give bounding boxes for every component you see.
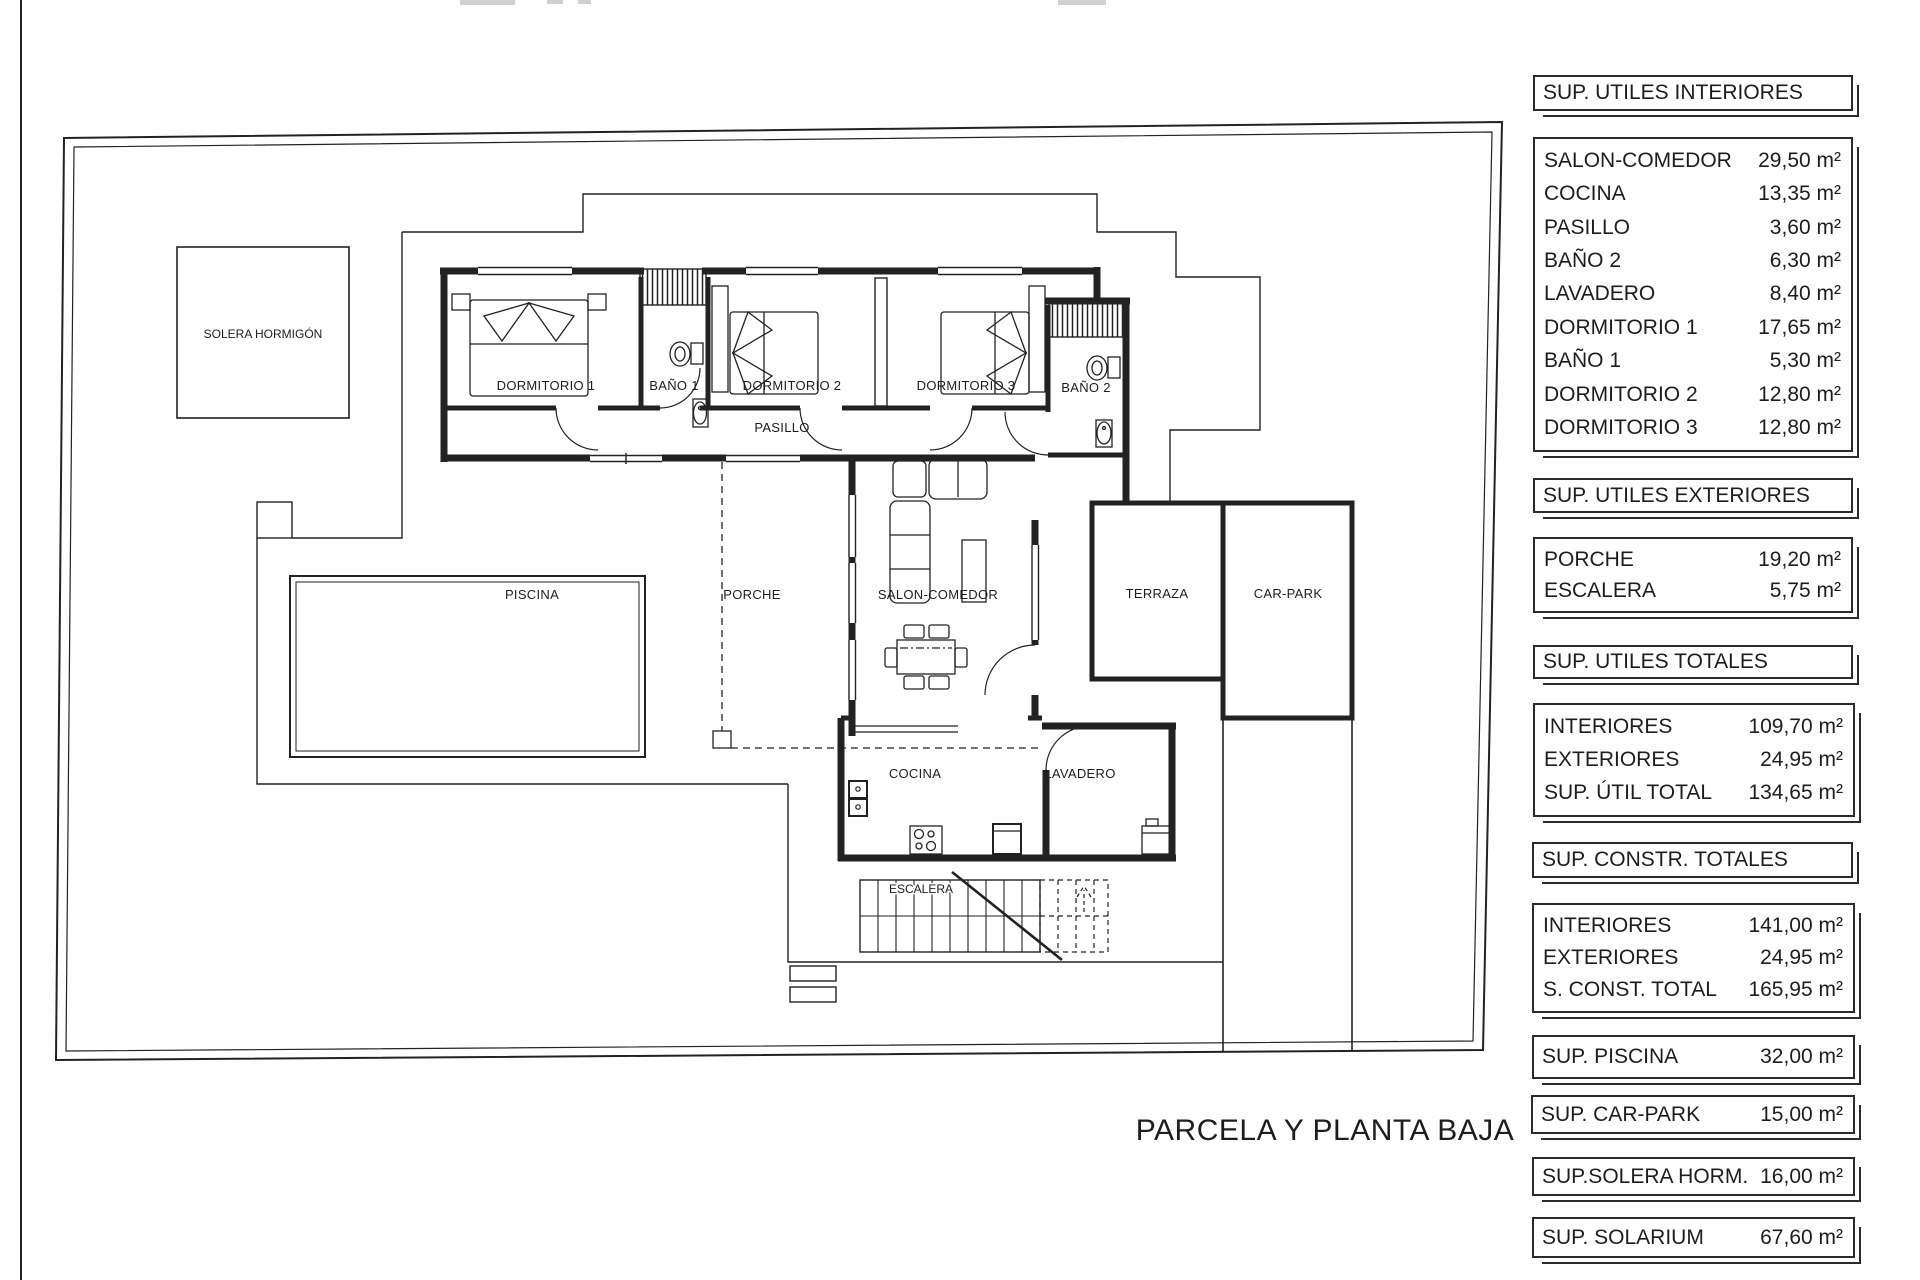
row-value: 12,80 m² <box>1758 382 1841 406</box>
bano2-toilet <box>1087 356 1120 380</box>
kitchen-sink <box>849 781 867 816</box>
terraza-label: TERRAZA <box>1125 586 1189 601</box>
table-row <box>1544 245 1841 278</box>
table-row <box>1544 544 1841 575</box>
bano2-label: BAÑO 2 <box>1061 380 1111 395</box>
table-row <box>1544 345 1841 378</box>
sofa-set <box>890 459 987 603</box>
clipped-titleblock-marks <box>460 0 1106 5</box>
table-row <box>1544 278 1841 311</box>
piscina-label: PISCINA <box>504 587 560 602</box>
single-value: 15,00 m² <box>1760 1102 1843 1126</box>
table-row <box>1543 942 1843 974</box>
table-row <box>1543 910 1843 942</box>
single-label: SUP.SOLERA HORM. <box>1542 1164 1749 1188</box>
row-value: 5,30 m² <box>1769 349 1841 373</box>
panel-header-interiores <box>1533 75 1853 111</box>
terraza <box>1092 503 1223 679</box>
table-row <box>1543 974 1843 1006</box>
panel-constr-totales <box>1532 903 1855 1013</box>
door-arcs <box>556 368 1090 770</box>
panel-header-interiores-text: SUP. UTILES INTERIORES <box>1543 81 1803 104</box>
panel-header-utiles-totales <box>1533 645 1853 679</box>
single-value: 32,00 m² <box>1760 1045 1843 1068</box>
dormitorio1-label: DORMITORIO 1 <box>496 378 596 393</box>
stair-direction-arrow <box>1077 886 1091 912</box>
table-row <box>1544 144 1841 177</box>
cocina-label: COCINA <box>888 766 942 781</box>
row-label: DORMITORIO 1 <box>1544 315 1698 339</box>
row-label: EXTERIORES <box>1543 946 1679 969</box>
row-value: 13,35 m² <box>1758 182 1841 206</box>
panel-header-constr-totales <box>1532 842 1853 878</box>
row-label: PASILLO <box>1544 215 1630 239</box>
row-label: BAÑO 2 <box>1544 249 1622 273</box>
row-value: 3,60 m² <box>1769 215 1841 239</box>
dormitorio2-label: DORMITORIO 2 <box>742 378 842 393</box>
salon-label: SALON-COMEDOR <box>877 587 999 602</box>
single-value: 16,00 m² <box>1760 1164 1843 1188</box>
washing-machine <box>1142 819 1172 854</box>
bano1-window-hatch <box>640 269 706 305</box>
deck-contours <box>257 194 1352 1051</box>
dorm3-wardrobe <box>1029 286 1045 392</box>
car-park <box>1223 503 1352 718</box>
row-value: 165,95 m² <box>1748 978 1843 1001</box>
panel-header-utiles-totales-text: SUP. UTILES TOTALES <box>1543 650 1768 673</box>
table-row <box>1544 710 1843 743</box>
single-label: SUP. SOLARIUM <box>1542 1225 1704 1249</box>
panel-interiores <box>1533 137 1853 452</box>
porche-outline <box>713 462 1042 748</box>
row-value: 134,65 m² <box>1748 781 1843 805</box>
solera-label: SOLERA HORMIGÓN <box>203 327 323 341</box>
porche-label: PORCHE <box>723 587 781 602</box>
table-row <box>1544 412 1841 445</box>
panel-header-exteriores <box>1533 478 1853 513</box>
row-value: 6,30 m² <box>1769 249 1841 273</box>
row-value: 17,65 m² <box>1758 315 1841 339</box>
row-value: 141,00 m² <box>1748 914 1843 937</box>
row-label: COCINA <box>1544 182 1626 206</box>
escalera-label: ESCALERA <box>888 882 954 896</box>
bano2-sink <box>1096 420 1112 447</box>
single-label: SUP. PISCINA <box>1542 1045 1679 1068</box>
row-label: SUP. ÚTIL TOTAL <box>1544 781 1713 805</box>
row-value: 24,95 m² <box>1760 946 1843 969</box>
dormitorio3-label: DORMITORIO 3 <box>916 378 1016 393</box>
dorm2-wardrobe <box>712 286 728 392</box>
car-park-label: CAR-PARK <box>1253 586 1323 601</box>
row-label: INTERIORES <box>1544 714 1673 738</box>
dining-table <box>885 625 967 689</box>
room-labels <box>497 378 1116 781</box>
row-label: LAVADERO <box>1544 282 1656 306</box>
panel-header-exteriores-text: SUP. UTILES EXTERIORES <box>1543 483 1810 507</box>
row-value: 19,20 m² <box>1758 547 1841 571</box>
row-value: 8,40 m² <box>1769 282 1841 306</box>
panel-sup-piscina <box>1532 1035 1855 1079</box>
row-value: 12,80 m² <box>1758 416 1841 440</box>
single-value: 67,60 m² <box>1760 1225 1843 1249</box>
row-label: INTERIORES <box>1543 914 1672 937</box>
row-label: EXTERIORES <box>1544 747 1680 771</box>
lavadero-label: LAVADERO <box>1044 766 1116 781</box>
table-row <box>1544 178 1841 211</box>
row-value: 29,50 m² <box>1758 148 1841 172</box>
row-value: 24,95 m² <box>1760 747 1843 771</box>
panel-header-constr-totales-text: SUP. CONSTR. TOTALES <box>1542 848 1788 871</box>
row-label: PORCHE <box>1544 547 1634 571</box>
kitchen-stove <box>910 826 942 854</box>
sheet-title: PARCELA Y PLANTA BAJA <box>1135 1114 1515 1147</box>
solera-hormigon <box>177 247 349 418</box>
table-row <box>1544 378 1841 411</box>
table-row <box>1544 777 1843 810</box>
north-windows <box>478 268 1022 275</box>
row-label: DORMITORIO 2 <box>1544 382 1698 406</box>
row-label: DORMITORIO 3 <box>1544 416 1698 440</box>
panel-utiles-totales <box>1533 703 1855 817</box>
bano1-label: BAÑO 1 <box>649 378 699 393</box>
panel-sup-solera <box>1532 1157 1855 1196</box>
pasillo-label: PASILLO <box>754 420 810 435</box>
kitchen-oven <box>993 824 1021 854</box>
row-value: 109,70 m² <box>1748 714 1843 738</box>
bano1-toilet <box>670 342 703 366</box>
table-row <box>1544 211 1841 244</box>
table-row <box>1544 575 1841 606</box>
row-label: SALON-COMEDOR <box>1544 148 1732 172</box>
row-label: BAÑO 1 <box>1544 349 1622 373</box>
escalera-stairs <box>860 872 1108 960</box>
bano2-window-hatch <box>1049 303 1123 337</box>
piscina <box>290 576 645 757</box>
table-row <box>1544 311 1841 344</box>
single-label: SUP. CAR-PARK <box>1541 1102 1701 1126</box>
panel-sup-solarium <box>1532 1217 1855 1258</box>
row-label: S. CONST. TOTAL <box>1543 978 1717 1001</box>
panel-sup-carpark <box>1531 1095 1855 1134</box>
panel-exteriores <box>1533 537 1853 613</box>
table-row <box>1544 743 1843 776</box>
row-label: ESCALERA <box>1544 578 1657 602</box>
row-value: 5,75 m² <box>1769 578 1841 602</box>
